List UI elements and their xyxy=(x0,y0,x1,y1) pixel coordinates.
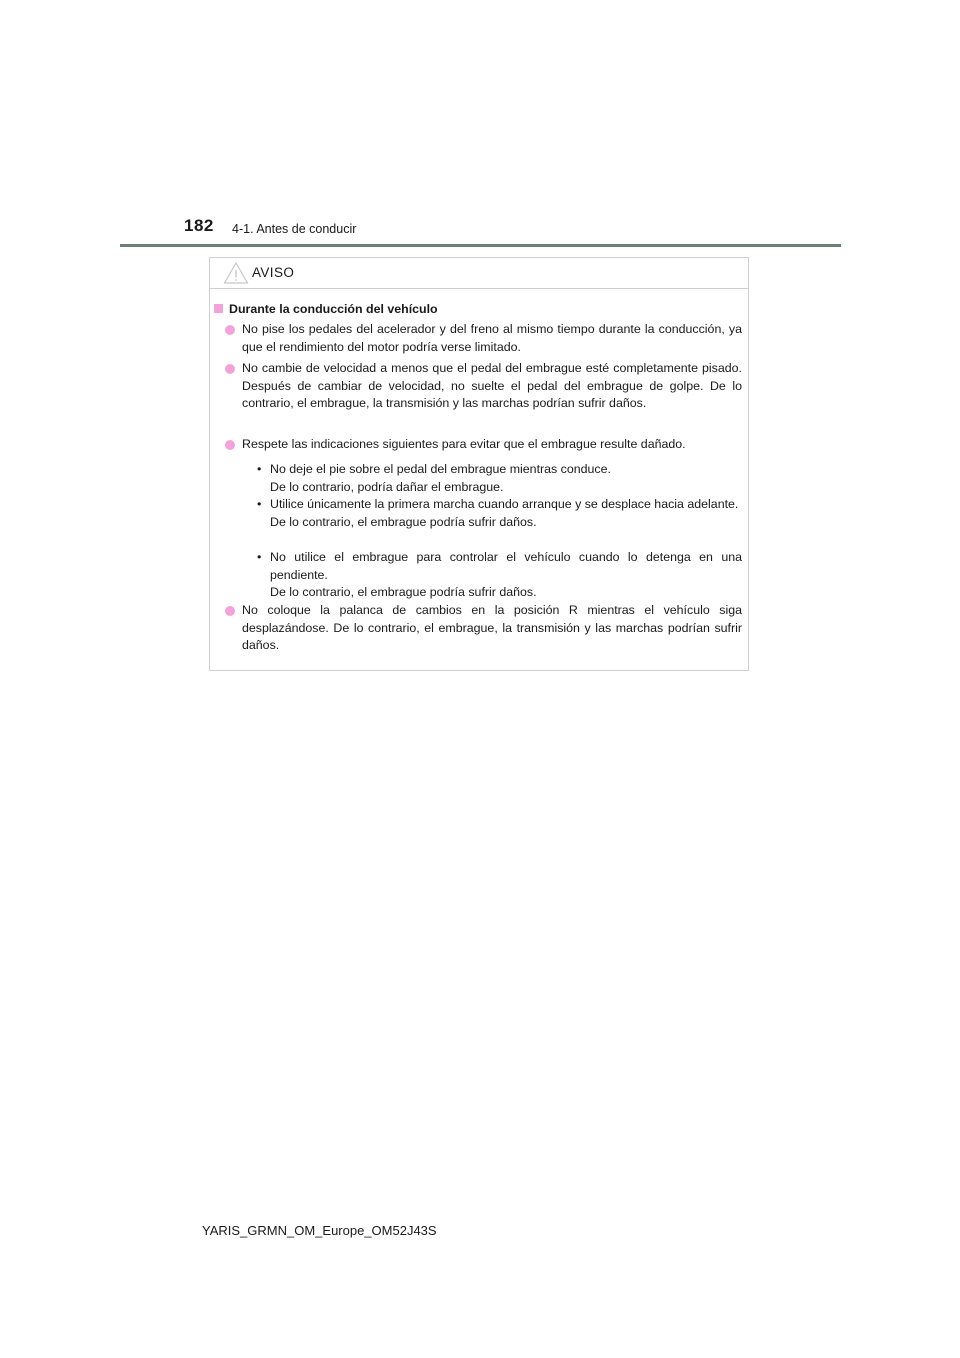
warning-triangle-icon xyxy=(223,261,249,285)
section-title: 4-1. Antes de conducir xyxy=(232,222,357,236)
sub-list-item xyxy=(257,461,742,496)
footer-doc-id: YARIS_GRMN_OM_Europe_OM52J43S xyxy=(202,1223,437,1238)
square-bullet-icon xyxy=(214,304,223,313)
sub-item-consequence: De lo contrario, el embrague podría sufrir daños. xyxy=(270,514,537,529)
sub-item-consequence: De lo contrario, el embrague podría sufrir daños. xyxy=(270,585,537,600)
sub-item-text: No deje el pie sobre el pedal del embrague mientras conduce. xyxy=(270,462,611,476)
sub-item-text: Utilice únicamente la primera marcha cuando arranque y se desplace hacia adelante. xyxy=(270,497,739,511)
list-item-text: No cambie de velocidad a menos que el pedal del embrague esté completamente pisado. Después de cambiar de velocidad, no suelte el pedal del embrague de golpe. De lo contrario, el embrague, la transmisión y las marchas podrían sufrir daños. xyxy=(242,361,742,411)
list-item-text: Respete las indicaciones siguientes para evitar que el embrague resulte dañado. xyxy=(242,437,686,451)
header-rule xyxy=(120,244,841,247)
page-number: 182 xyxy=(184,216,214,235)
list-item xyxy=(242,321,742,356)
list-item-text: No coloque la palanca de cambios en la posición R mientras el vehículo siga desplazándose. De lo contrario, el embrague, la transmisión y las marchas podrían sufrir daños. xyxy=(242,603,742,653)
list-item xyxy=(242,360,742,413)
sub-bullet: • xyxy=(257,550,262,564)
circle-bullet-icon xyxy=(225,325,235,335)
circle-bullet-icon xyxy=(225,440,235,450)
warning-heading-text: Durante la conducción del vehículo xyxy=(229,302,438,316)
circle-bullet-icon xyxy=(225,364,235,374)
warning-title: AVISO xyxy=(252,265,295,280)
warning-box xyxy=(209,257,749,671)
sub-bullet: • xyxy=(257,462,262,476)
sub-list-item xyxy=(257,496,742,531)
warning-heading xyxy=(214,301,438,319)
sub-bullet: • xyxy=(257,497,262,511)
list-item xyxy=(242,602,742,655)
list-item-text: No pise los pedales del acelerador y del freno al mismo tiempo durante la conducción, ya que el rendimiento del motor podría verse limitado. xyxy=(242,322,742,354)
warning-header xyxy=(210,258,748,289)
sub-list-item xyxy=(257,549,742,602)
circle-bullet-icon xyxy=(225,606,235,616)
list-item xyxy=(242,436,742,454)
sub-item-consequence: De lo contrario, podría dañar el embrague. xyxy=(270,479,504,494)
sub-item-text: No utilice el embrague para controlar el vehículo cuando lo detenga en una pendiente. xyxy=(270,550,742,582)
